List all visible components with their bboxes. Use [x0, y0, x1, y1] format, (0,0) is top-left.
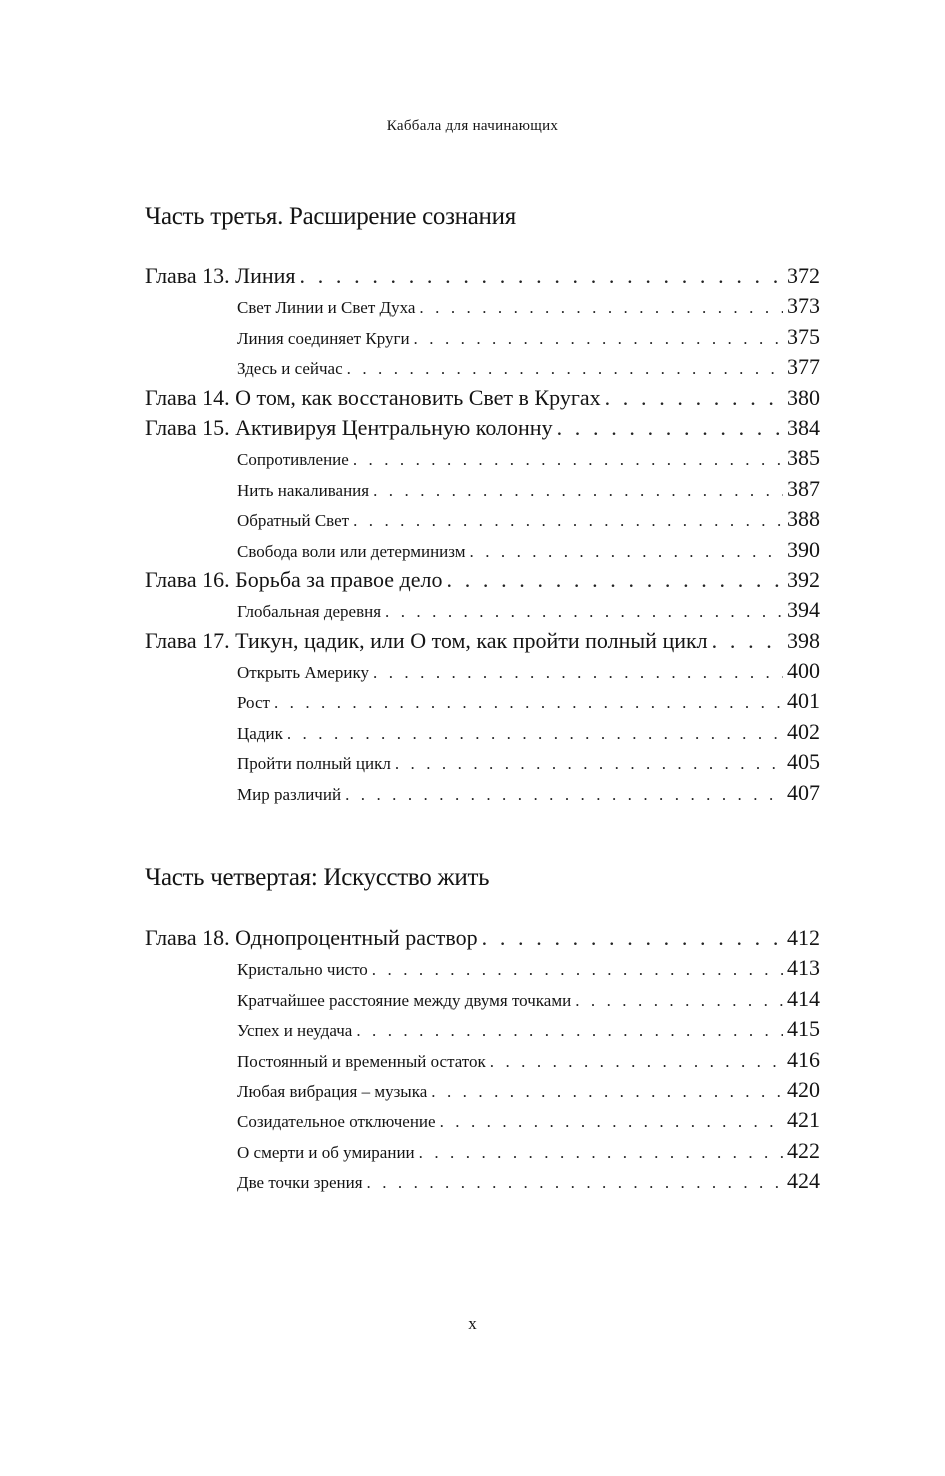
- dot-leader: [414, 329, 783, 349]
- toc-page-number: 416: [787, 1046, 820, 1072]
- toc-page-number: 375: [787, 323, 820, 349]
- toc-chapter-entry: [145, 925, 820, 955]
- toc-entry-title: Обратный Свет: [237, 511, 350, 531]
- part-title-4: Часть четвертая: Искусство жить: [145, 864, 490, 891]
- toc-page-number: 385: [787, 445, 820, 471]
- toc-section-entry: [145, 749, 820, 779]
- page-folio: x: [468, 1314, 477, 1333]
- toc-page-number: 424: [787, 1168, 820, 1194]
- toc-section-entry: [145, 986, 820, 1016]
- toc-entry-title: Рост: [237, 693, 270, 713]
- toc-entry-title: Глава 16. Борьба за правое дело: [145, 566, 443, 592]
- toc-section-entry: [145, 597, 820, 627]
- toc-section-entry: [145, 780, 820, 810]
- toc-page-number: 422: [787, 1137, 820, 1163]
- toc-page-number: 412: [787, 925, 820, 950]
- toc-chapter-entry: [145, 385, 820, 415]
- toc-entry-title: Пройти полный цикл: [237, 754, 391, 774]
- dot-leader: [447, 567, 784, 593]
- toc-page-number: 405: [787, 749, 820, 775]
- toc-entry-title: Глава 13. Линия: [145, 263, 296, 288]
- toc-entry-title: Кратчайшее расстояние между двумя точками: [237, 990, 572, 1010]
- toc-chapter-entry: [145, 415, 820, 445]
- toc-page-number: 380: [787, 384, 820, 410]
- toc-entry-title: Цадик: [237, 723, 283, 743]
- toc-entry-title: Глава 17. Тикун, цадик, или О том, как пройти полный цикл: [145, 627, 708, 653]
- toc-entry-title: Постоянный и временный остаток: [237, 1051, 486, 1071]
- dot-leader: [605, 385, 783, 411]
- toc-section-entry: [145, 354, 820, 384]
- dot-leader: [274, 693, 783, 713]
- toc-page-number: 415: [787, 1016, 820, 1042]
- toc-entry-title: Глобальная деревня: [237, 602, 382, 622]
- toc-entry-title: Мир различий: [237, 784, 342, 804]
- toc-entry-title: О смерти и об умирании: [237, 1142, 415, 1162]
- toc-entry-title: Свобода воли или детерминизм: [237, 541, 466, 561]
- toc-section-entry: [145, 1016, 820, 1046]
- toc-entry-title: Линия соединяет Круги: [237, 328, 410, 348]
- dot-leader: [440, 1112, 783, 1132]
- dot-leader: [373, 481, 783, 501]
- toc-page-number: 420: [787, 1076, 820, 1102]
- toc-part-4: [145, 925, 820, 1199]
- toc-page-number: 377: [787, 354, 820, 380]
- running-header: Каббала для начинающих: [386, 118, 559, 134]
- toc-entry-title: Глава 18. Однопроцентный раствор: [145, 925, 478, 950]
- toc-chapter-entry: [145, 263, 820, 293]
- toc-chapter-entry: [145, 567, 820, 597]
- dot-leader: [557, 415, 783, 441]
- toc-page-number: 384: [787, 414, 820, 440]
- dot-leader: [356, 1021, 783, 1041]
- toc-page-number: 400: [787, 658, 820, 684]
- toc-part-3: [145, 263, 820, 810]
- dot-leader: [372, 960, 783, 980]
- dot-leader: [347, 359, 783, 379]
- toc-section-entry: [145, 293, 820, 323]
- toc-section-entry: [145, 1168, 820, 1198]
- toc-page-number: 398: [787, 627, 820, 653]
- dot-leader: [345, 785, 783, 805]
- toc-entry-title: Нить накаливания: [237, 480, 370, 500]
- toc-section-entry: [145, 658, 820, 688]
- dot-leader: [712, 628, 783, 654]
- toc-section-entry: [145, 955, 820, 985]
- toc-page-number: 390: [787, 536, 820, 562]
- toc-section-entry: [145, 1107, 820, 1137]
- dot-leader: [482, 925, 783, 951]
- toc-page-number: 394: [787, 597, 820, 623]
- toc-section-entry: [145, 476, 820, 506]
- toc-entry-title: Созидательное отключение: [237, 1112, 436, 1132]
- toc-page-number: 421: [787, 1107, 820, 1133]
- toc-page-number: 413: [787, 955, 820, 981]
- dot-leader: [419, 298, 783, 318]
- toc-chapter-entry: [145, 628, 820, 658]
- toc-entry-title: Здесь и сейчас: [237, 359, 343, 379]
- toc-entry-title: Сопротивление: [237, 450, 349, 470]
- dot-leader: [287, 724, 783, 744]
- toc-page-number: 387: [787, 475, 820, 501]
- toc-section-entry: [145, 1077, 820, 1107]
- toc-page-number: 372: [787, 263, 820, 288]
- toc-section-entry: [145, 506, 820, 536]
- toc-section-entry: [145, 719, 820, 749]
- toc-page-number: 401: [787, 688, 820, 714]
- toc-section-entry: [145, 688, 820, 718]
- toc-entry-title: Успех и неудача: [237, 1021, 353, 1041]
- toc-entry-title: Свет Линии и Свет Духа: [237, 298, 416, 318]
- part-title-3: Часть третья. Расширение сознания: [145, 203, 516, 230]
- toc-page-number: 414: [787, 985, 820, 1011]
- dot-leader: [419, 1143, 783, 1163]
- toc-page-number: 392: [787, 566, 820, 592]
- toc-section-entry: [145, 324, 820, 354]
- toc-entry-title: Две точки зрения: [237, 1173, 363, 1193]
- toc-entry-title: Кристально чисто: [237, 960, 368, 980]
- dot-leader: [353, 450, 783, 470]
- toc-section-entry: [145, 537, 820, 567]
- dot-leader: [300, 263, 783, 289]
- toc-page-number: 373: [787, 293, 820, 319]
- toc-entry-title: Любая вибрация – музыка: [237, 1081, 428, 1101]
- dot-leader: [373, 663, 783, 683]
- toc-section-entry: [145, 445, 820, 475]
- toc-page-number: 388: [787, 506, 820, 532]
- dot-leader: [431, 1082, 783, 1102]
- toc-section-entry: [145, 1047, 820, 1077]
- toc-entry-title: Глава 14. О том, как восстановить Свет в Кругах: [145, 384, 601, 410]
- toc-section-entry: [145, 1138, 820, 1168]
- toc-entry-title: Открыть Америку: [237, 663, 370, 683]
- dot-leader: [470, 542, 784, 562]
- toc-page-number: 407: [787, 779, 820, 805]
- dot-leader: [353, 511, 783, 531]
- dot-leader: [395, 754, 783, 774]
- dot-leader: [385, 602, 783, 622]
- dot-leader: [367, 1173, 783, 1193]
- toc-entry-title: Глава 15. Активируя Центральную колонну: [145, 414, 553, 440]
- dot-leader: [490, 1052, 783, 1072]
- toc-page-number: 402: [787, 718, 820, 744]
- dot-leader: [575, 991, 783, 1011]
